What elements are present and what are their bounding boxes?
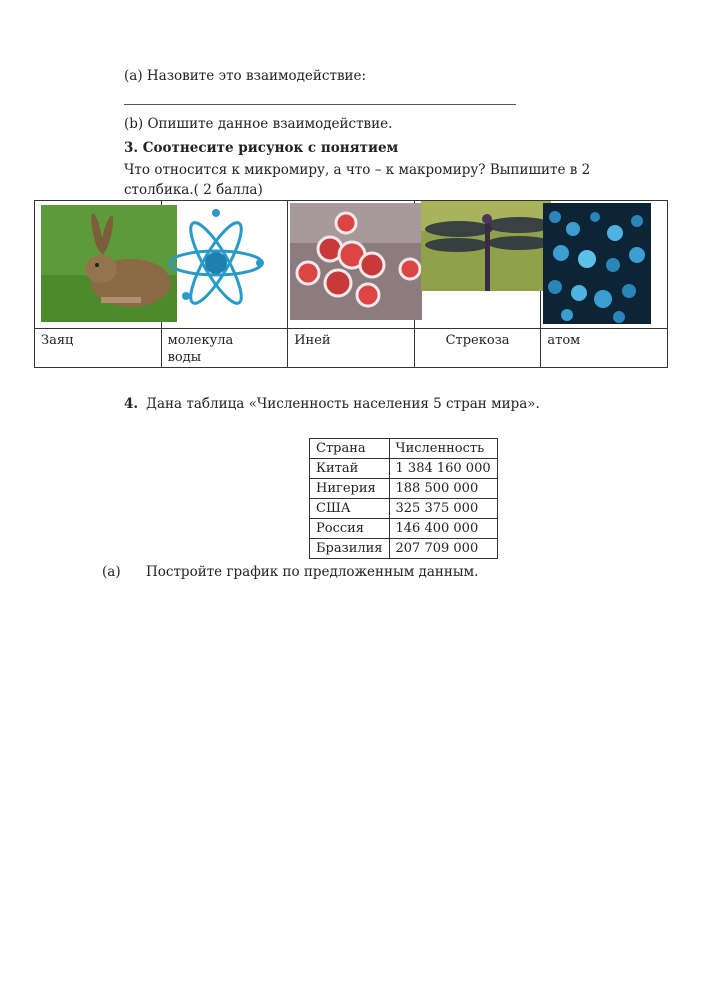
- question-3-text-line1: Что относится к микромиру, а что – к макромиру? Выпишите в 2: [124, 162, 591, 178]
- label-atom: атом: [541, 329, 668, 368]
- country-cell: Россия: [310, 519, 390, 539]
- question-4-title: Дана таблица «Численность населения 5 стран мира».: [146, 396, 540, 412]
- table-header-row: [310, 439, 498, 459]
- label-frost: Иней: [288, 329, 415, 368]
- question-4a-text: Постройте график по предложенным данным.: [146, 564, 479, 580]
- population-cell: 146 400 000: [389, 519, 497, 539]
- table-row: [310, 539, 498, 559]
- population-table: [309, 438, 498, 559]
- dragonfly-image: [421, 201, 551, 291]
- answer-line: [124, 104, 516, 105]
- question-2b: (b) Опишите данное взаимодействие.: [124, 116, 393, 132]
- frost-berries-image: [290, 203, 422, 320]
- question-2a: (a) Назовите это взаимодействие:: [124, 68, 367, 84]
- country-cell: Китай: [310, 459, 390, 479]
- population-cell: 188 500 000: [389, 479, 497, 499]
- label-dragonfly: Стрекоза: [414, 329, 541, 368]
- picture-cell-dragonfly: [414, 201, 541, 329]
- question-3-title: 3. Соотнесите рисунок с понятием: [124, 140, 399, 156]
- picture-cell-hare: [35, 201, 162, 329]
- label-water-molecule-line1: молекула: [167, 333, 234, 348]
- label-water-molecule: [161, 329, 288, 368]
- picture-matching-table: [34, 200, 668, 368]
- table-row: [310, 459, 498, 479]
- population-cell: 207 709 000: [389, 539, 497, 559]
- header-population: Численность: [389, 439, 497, 459]
- country-cell: Нигерия: [310, 479, 390, 499]
- picture-cell-frost: [288, 201, 415, 329]
- header-country: Страна: [310, 439, 390, 459]
- label-water-molecule-line2: воды: [167, 350, 202, 365]
- blue-spheres-image: [543, 203, 651, 324]
- question-4a-label: (a): [102, 564, 121, 580]
- picture-cell-atom: [541, 201, 668, 329]
- country-cell: США: [310, 499, 390, 519]
- table-row: [310, 479, 498, 499]
- hare-image: [41, 205, 177, 322]
- atom-model-image: [166, 201, 266, 326]
- label-hare: Заяц: [35, 329, 162, 368]
- question-4-number: 4.: [124, 396, 139, 412]
- table-row: [310, 519, 498, 539]
- question-3-text-line2: столбика.( 2 балла): [124, 182, 263, 198]
- table-row: [310, 499, 498, 519]
- population-cell: 325 375 000: [389, 499, 497, 519]
- picture-cell-molecule: [161, 201, 288, 329]
- population-cell: 1 384 160 000: [389, 459, 497, 479]
- country-cell: Бразилия: [310, 539, 390, 559]
